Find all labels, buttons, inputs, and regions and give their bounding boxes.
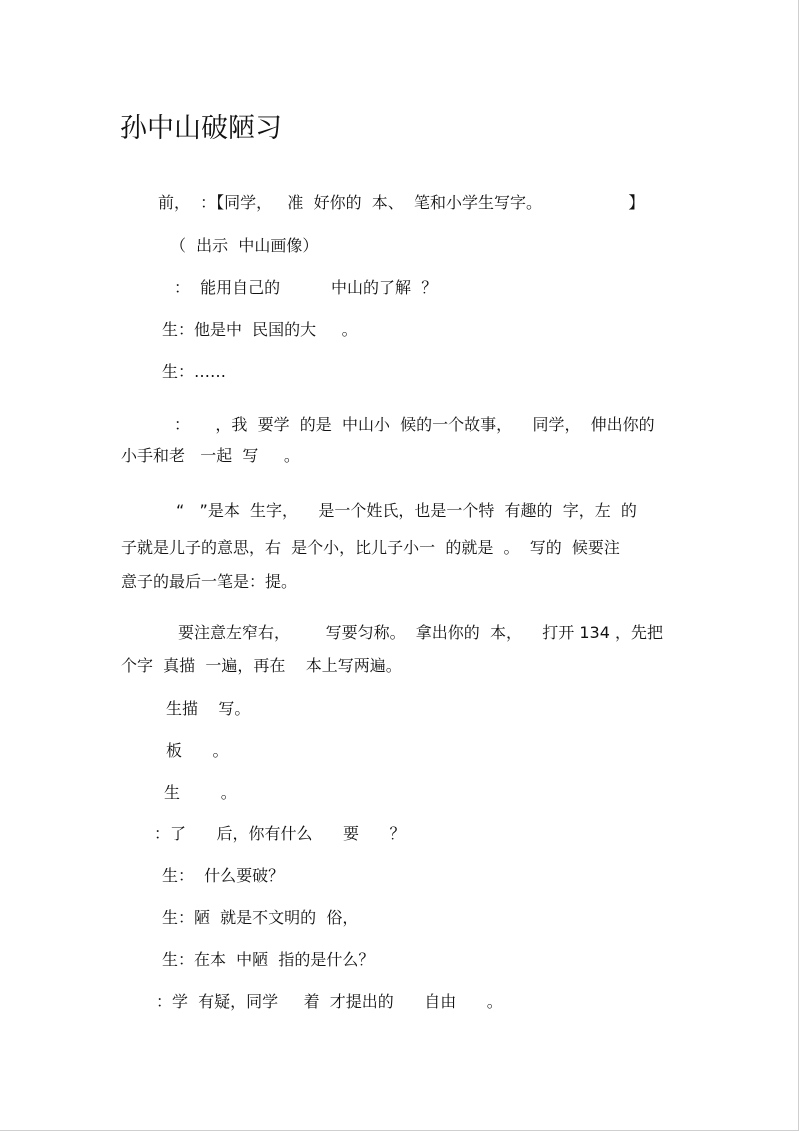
text-line: （ 出示 中山画像） [170, 236, 319, 255]
text-line: 个字 真描 一遍，再在 本上写两遍。 [121, 656, 402, 675]
text-line: 生：陋 就是不文明的 俗， [162, 908, 359, 927]
text-line: 小手和老 一起 写 。 [121, 446, 300, 465]
text-line: 生：在本 中陋 指的是什么？ [162, 950, 375, 969]
text-line: ： 能用自己的 中山的了解 ？ [174, 278, 438, 297]
text-line: 生 。 [164, 783, 237, 802]
text-line: 生描 写。 [166, 699, 251, 718]
text-line: 前， ：【同学， 准 好你的 本、 笔和小学生写字。 】 [158, 193, 645, 212]
text-line: 生： 什么要破？ [162, 866, 285, 885]
document-title: 孙中山破陋习 [120, 113, 282, 144]
text-line: ：学 有疑，同学 着 才提出的 自由 。 [156, 992, 503, 1011]
text-line: “ ”是本 生字， 是一个姓氏，也是一个特 有趣的 字，左 的 [176, 501, 637, 520]
text-line: 要注意左窄右， 写要匀称。 拿出你的 本， 打开 134 ，先把 [178, 623, 664, 642]
text-line: ：了 后，你有什么 要 ？ [154, 824, 406, 843]
text-line: 生：他是中 民国的大 。 [162, 320, 358, 339]
text-line: ： ，我 要学 的是 中山小 候的一个故事， 同学， 伸出你的 [174, 415, 655, 434]
text-line: 意子的最后一笔是：提。 [121, 572, 298, 591]
text-line: 生：…… [162, 362, 227, 381]
text-line: 子就是儿子的意思，右 是个小，比儿子小一 的就是 。 写的 候要注 [121, 538, 620, 557]
text-line: 板 。 [166, 741, 229, 760]
